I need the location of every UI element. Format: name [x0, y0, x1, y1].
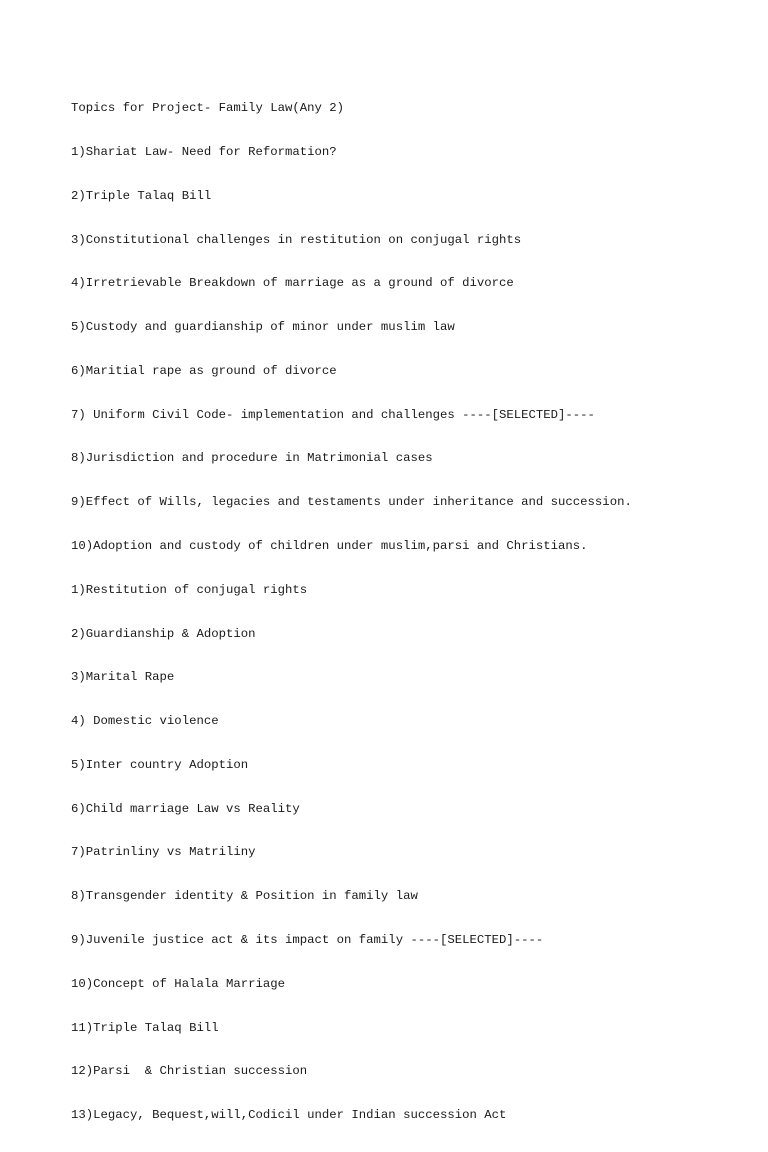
topic-line-2: 2)Triple Talaq Bill — [71, 188, 212, 203]
topic-line-1: 1)Shariat Law- Need for Reformation? — [71, 144, 337, 159]
topic-line-23: 13)Legacy, Bequest,will,Codicil under Indian succession Act — [71, 1108, 507, 1123]
topic-line-16: 6)Child marriage Law vs Reality — [71, 801, 300, 816]
topic-line-5: 5)Custody and guardianship of minor under muslim law — [71, 320, 455, 335]
topic-line-11: 1)Restitution of conjugal rights — [71, 582, 308, 597]
topic-line-20: 10)Concept of Halala Marriage — [71, 976, 286, 991]
topic-line-9: 9)Effect of Wills, legacies and testaments under inheritance and succession. — [71, 495, 632, 510]
topic-line-4: 4)Irretrievable Breakdown of marriage as a ground of divorce — [71, 276, 514, 291]
topic-line-13: 3)Marital Rape — [71, 670, 175, 685]
topic-line-22: 12)Parsi & Christian succession — [71, 1064, 308, 1079]
topic-line-15: 5)Inter country Adoption — [71, 757, 249, 772]
topic-line-3: 3)Constitutional challenges in restitution on conjugal rights — [71, 232, 522, 247]
topic-line-8: 8)Jurisdiction and procedure in Matrimonial cases — [71, 451, 433, 466]
topic-line-7-selected: 7) Uniform Civil Code- implementation and challenges ----[SELECTED]---- — [71, 407, 595, 422]
topic-line-18: 8)Transgender identity & Position in family law — [71, 889, 418, 904]
topic-line-21: 11)Triple Talaq Bill — [71, 1020, 219, 1035]
topic-line-14: 4) Domestic violence — [71, 714, 219, 729]
document-title: Topics for Project- Family Law(Any 2) — [71, 101, 345, 116]
topic-line-6: 6)Maritial rape as ground of divorce — [71, 363, 337, 378]
topic-line-17: 7)Patrinliny vs Matriliny — [71, 845, 256, 860]
topic-line-19-selected: 9)Juvenile justice act & its impact on family ----[SELECTED]---- — [71, 933, 544, 948]
document-body — [71, 72, 751, 1152]
topic-line-12: 2)Guardianship & Adoption — [71, 626, 256, 641]
topic-line-10: 10)Adoption and custody of children under muslim,parsi and Christians. — [71, 539, 588, 553]
